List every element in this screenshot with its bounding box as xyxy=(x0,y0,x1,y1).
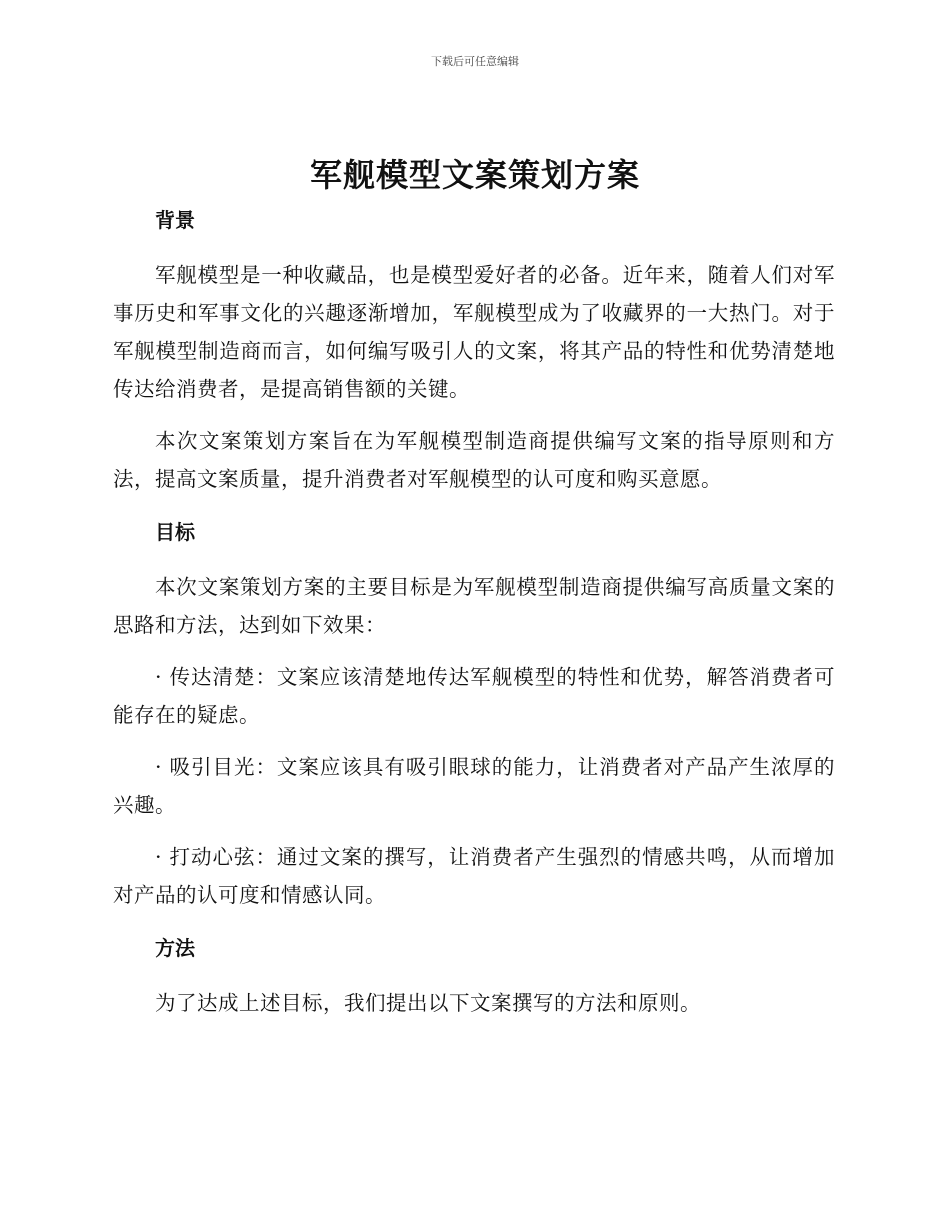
methods-paragraph-1: 为了达成上述目标，我们提出以下文案撰写的方法和原则。 xyxy=(155,991,701,1015)
goals-paragraph-intro: 本次文案策划方案的主要目标是为军舰模型制造商提供编写高质量文案的思路和方法，达到如下效果： xyxy=(113,575,835,637)
section-heading-goals: 目标 xyxy=(155,520,195,544)
goals-bullet-touch: · 打动心弦：通过文案的撰写，让消费者产生强烈的情感共鸣，从而增加对产品的认可度和情感认同。 xyxy=(113,845,835,907)
background-paragraph-2: 本次文案策划方案旨在为军舰模型制造商提供编写文案的指导原则和方法，提高文案质量，提升消费者对军舰模型的认可度和购买意愿。 xyxy=(113,429,835,491)
document-title: 军舰模型文案策划方案 xyxy=(309,156,640,194)
page-header: 下载后可任意编辑 xyxy=(431,55,519,68)
document-body xyxy=(113,200,835,1022)
section-heading-methods: 方法 xyxy=(155,936,195,960)
goals-bullet-attract: · 吸引目光：文案应该具有吸引眼球的能力，让消费者对产品产生浓厚的兴趣。 xyxy=(113,755,835,817)
section-heading-background: 背景 xyxy=(155,208,195,232)
background-paragraph-1: 军舰模型是一种收藏品，也是模型爱好者的必备。近年来，随着人们对军事历史和军事文化的兴趣逐渐增加，军舰模型成为了收藏界的一大热门。对于军舰模型制造商而言，如何编写吸引人的文案，将其产品的特性和优势清楚地传达给消费者，是提高销售额的关键。 xyxy=(113,263,835,401)
goals-bullet-clear: · 传达清楚：文案应该清楚地传达军舰模型的特性和优势，解答消费者可能存在的疑虑。 xyxy=(113,665,835,727)
